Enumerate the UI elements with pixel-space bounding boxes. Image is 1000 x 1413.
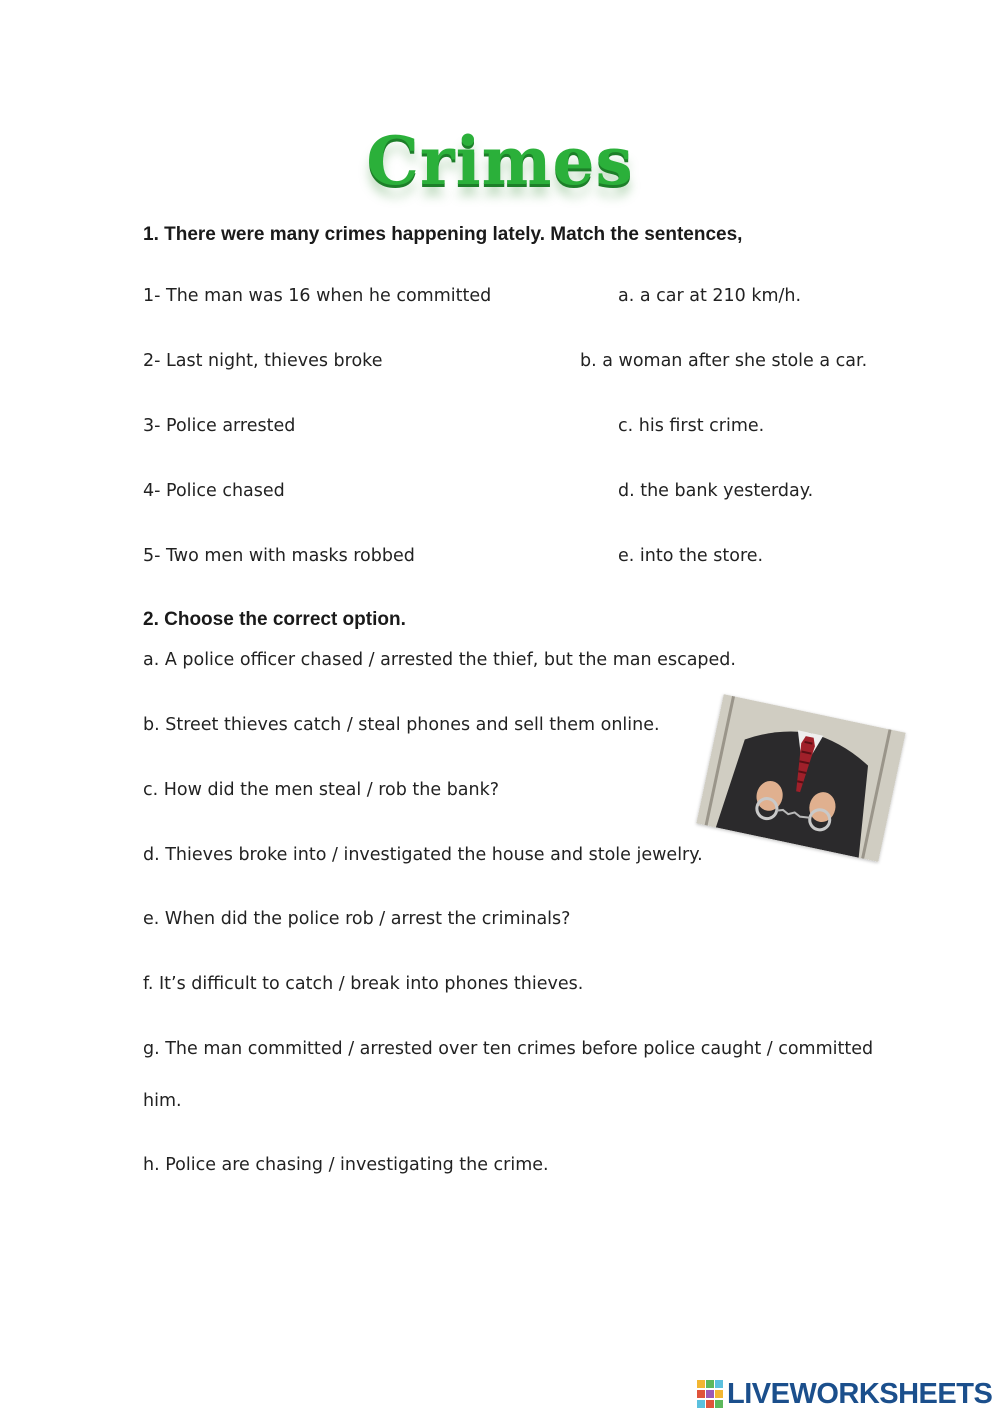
liveworksheets-logo-icon bbox=[697, 1380, 723, 1408]
option-item-h: h. Police are chasing / investigating the crime. bbox=[143, 1155, 549, 1175]
brand-text: LIVEWORKSHEETS bbox=[727, 1377, 993, 1410]
match-right-item-a: a. a car at 210 km/h. bbox=[618, 286, 802, 306]
section2-heading: 2. Choose the correct option. bbox=[143, 609, 406, 630]
match-right-item-d: d. the bank yesterday. bbox=[618, 481, 814, 501]
option-item-a: a. A police officer chased / arrested the thief, but the man escaped. bbox=[143, 650, 736, 670]
option-item-g-continued: him. bbox=[143, 1091, 182, 1111]
option-item-g: g. The man committed / arrested over ten crimes before police caught / committed bbox=[143, 1039, 874, 1059]
handcuffed-businessman-photo bbox=[696, 694, 905, 862]
match-right-item-e: e. into the store. bbox=[618, 546, 764, 566]
match-right-item-c: c. his first crime. bbox=[618, 416, 765, 436]
worksheet-title: Crimes bbox=[366, 122, 634, 200]
liveworksheets-brand bbox=[697, 1378, 992, 1410]
match-left-item-4: 4- Police chased bbox=[143, 481, 285, 501]
option-item-d: d. Thieves broke into / investigated the house and stole jewelry. bbox=[143, 845, 703, 865]
match-left-item-2: 2- Last night, thieves broke bbox=[143, 351, 383, 371]
match-right-item-b: b. a woman after she stole a car. bbox=[580, 351, 868, 371]
section1-heading: 1. There were many crimes happening lately. Match the sentences, bbox=[143, 224, 743, 245]
option-item-c: c. How did the men steal / rob the bank? bbox=[143, 780, 500, 800]
option-item-f: f. It’s difficult to catch / break into phones thieves. bbox=[143, 974, 584, 994]
match-left-item-1: 1- The man was 16 when he committed bbox=[143, 286, 492, 306]
option-item-e: e. When did the police rob / arrest the criminals? bbox=[143, 909, 571, 929]
match-left-item-5: 5- Two men with masks robbed bbox=[143, 546, 415, 566]
option-item-b: b. Street thieves catch / steal phones and sell them online. bbox=[143, 715, 660, 735]
match-left-item-3: 3- Police arrested bbox=[143, 416, 296, 436]
